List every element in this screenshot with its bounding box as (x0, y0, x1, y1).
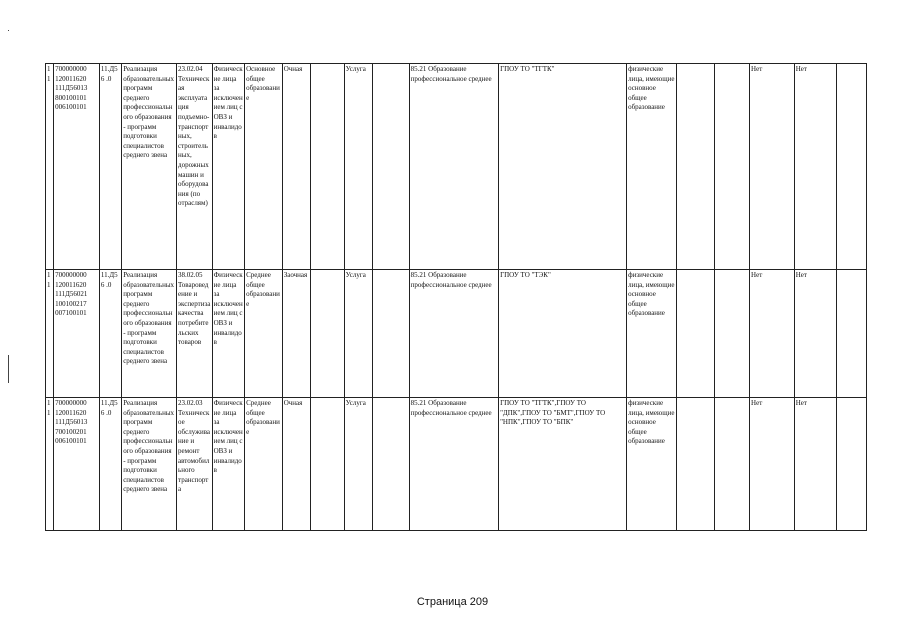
service-type-code: 11.Д56 .0 (99, 398, 121, 531)
empty-cell (311, 64, 345, 270)
empty-cell (715, 64, 750, 270)
service-type-code: 11.Д56 .0 (99, 270, 121, 398)
empty-cell (676, 64, 715, 270)
empty-cell (676, 398, 715, 531)
consumer-category: Физические лица за исключением лиц с ОВЗ и инвалидов (212, 64, 245, 270)
empty-cell (373, 398, 410, 531)
okved-code: 85.21 Образование профессиональное среднее (409, 64, 498, 270)
row-number: 11 (46, 64, 54, 270)
empty-cell (676, 270, 715, 398)
registry-code: 700000000 120011620 111Д56013 700100201 006100101 (54, 398, 100, 531)
empty-cell (715, 398, 750, 531)
service-name: Реализация образовательных программ среднего профессионального образования - программ подготовки специалистов среднего звена (122, 64, 177, 270)
service-kind: Услуга (344, 270, 372, 398)
specialty: 23.02.04 Техническая эксплуатация подъемно-транспортных, строительных, дорожных машин и оборудования (по отраслям) (177, 64, 213, 270)
consumers: физические лица, имеющие основное общее образование (627, 64, 677, 270)
education-level: Среднее общее образование (245, 398, 283, 531)
service-type-code: 11.Д56 .0 (99, 64, 121, 270)
row-number: 11 (46, 270, 54, 398)
empty-cell (373, 64, 410, 270)
specialty: 38.02.05 Товароведение и экспертиза качества потребительских товаров (177, 270, 213, 398)
table-row (46, 270, 867, 398)
services-registry-table (45, 63, 867, 531)
scan-edge-mark (8, 355, 9, 383)
specialty: 23.02.03 Техническое обслуживание и ремонт автомобильного транспорта (177, 398, 213, 531)
study-form: Очная (282, 64, 310, 270)
table-row (46, 398, 867, 531)
paid-flag-2: Нет (794, 270, 837, 398)
paid-flag: Нет (750, 64, 795, 270)
paid-flag: Нет (750, 270, 795, 398)
empty-cell (311, 270, 345, 398)
okved-code: 85.21 Образование профессиональное среднее (409, 398, 498, 531)
okved-code: 85.21 Образование профессиональное среднее (409, 270, 498, 398)
paid-flag: Нет (750, 398, 795, 531)
empty-cell (715, 270, 750, 398)
service-kind: Услуга (344, 398, 372, 531)
service-name: Реализация образовательных программ среднего профессионального образования - программ подготовки специалистов среднего звена (122, 270, 177, 398)
education-level: Среднее общее образование (245, 270, 283, 398)
provider-organizations: ГПОУ ТО "ТГТК" (499, 64, 627, 270)
consumers: физические лица, имеющие основное общее образование (627, 270, 677, 398)
empty-cell (837, 64, 867, 270)
consumers: физические лица, имеющие основное общее образование (627, 398, 677, 531)
study-form: Очная (282, 398, 310, 531)
consumer-category: Физические лица за исключением лиц с ОВЗ и инвалидов (212, 398, 245, 531)
service-name: Реализация образовательных программ среднего профессионального образования - программ подготовки специалистов среднего звена (122, 398, 177, 531)
service-kind: Услуга (344, 64, 372, 270)
provider-organizations: ГПОУ ТО "ТЭК" (499, 270, 627, 398)
paid-flag-2: Нет (794, 64, 837, 270)
registry-code: 700000000 120011620 111Д56021 100100217 007100101 (54, 270, 100, 398)
consumer-category: Физические лица за исключением лиц с ОВЗ и инвалидов (212, 270, 245, 398)
provider-organizations: ГПОУ ТО "ТГТК",ГПОУ ТО "ДПК",ГПОУ ТО "БМТ",ГПОУ ТО "НПК",ГПОУ ТО "БПК" (499, 398, 627, 531)
table-row (46, 64, 867, 270)
empty-cell (311, 398, 345, 531)
page-number: Страница 209 (416, 596, 489, 608)
empty-cell (837, 270, 867, 398)
study-form: Заочная (282, 270, 310, 398)
registry-code: 700000000 120011620 111Д56013 800100101 006100101 (54, 64, 100, 270)
empty-cell (837, 398, 867, 531)
row-number: 11 (46, 398, 54, 531)
scan-edge-mark (8, 30, 9, 31)
education-level: Основное общее образование (245, 64, 283, 270)
empty-cell (373, 270, 410, 398)
paid-flag-2: Нет (794, 398, 837, 531)
